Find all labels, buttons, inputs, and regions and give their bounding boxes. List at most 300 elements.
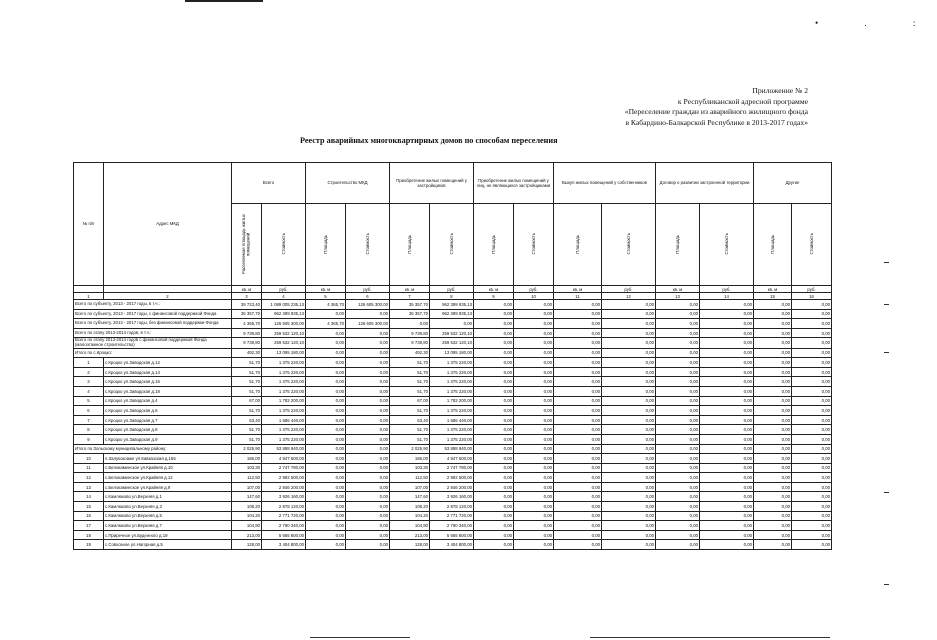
units-cell: руб.	[346, 286, 390, 293]
value-cell: 0,00	[306, 396, 346, 406]
value-cell: 1 686 440,00	[262, 415, 306, 425]
value-cell: 0,00	[346, 463, 390, 473]
summary-rows	[74, 300, 832, 358]
table-row	[74, 482, 832, 492]
value-cell: 0,00	[754, 415, 792, 425]
value-cell: 51,70	[390, 434, 430, 444]
value-cell: 0,00	[602, 444, 656, 454]
header-group: Всего	[232, 163, 306, 204]
row-address: с.Кроцко ул.Заводская д.18	[104, 386, 232, 396]
value-cell: 0,00	[754, 444, 792, 454]
value-cell: 0,00	[700, 434, 754, 444]
value-cell: 0,00	[602, 511, 656, 521]
value-cell: 0,00	[514, 396, 554, 406]
value-cell: 0,00	[554, 348, 602, 358]
value-cell: 0,00	[514, 521, 554, 531]
value-cell: 0,00	[514, 454, 554, 464]
value-cell: 0,00	[700, 502, 754, 512]
value-cell: 0,00	[656, 425, 700, 435]
value-cell: 0,00	[656, 482, 700, 492]
value-cell: 0,00	[346, 309, 390, 319]
value-cell: 0,00	[306, 492, 346, 502]
value-cell: 0,00	[754, 386, 792, 396]
value-cell: 63,40	[390, 415, 430, 425]
value-cell: 0,00	[306, 434, 346, 444]
value-cell: 0,00	[346, 328, 390, 338]
value-cell: 0,00	[792, 511, 832, 521]
value-cell: 0,00	[514, 473, 554, 483]
value-cell: 0,00	[514, 377, 554, 387]
value-cell: 1 375 220,00	[262, 386, 306, 396]
value-cell: 0,00	[554, 415, 602, 425]
value-cell: 1 375 220,00	[430, 377, 474, 387]
value-cell: 104,20	[390, 511, 430, 521]
value-cell: 63,40	[232, 415, 262, 425]
value-cell: 0,00	[474, 530, 514, 540]
row-number: 1	[74, 358, 104, 368]
value-cell: 2 878 120,00	[430, 502, 474, 512]
table-row	[74, 377, 832, 387]
sub-header: Стоимость	[700, 204, 754, 286]
value-cell: 0,00	[602, 300, 656, 310]
value-cell: 0,00	[514, 415, 554, 425]
value-cell: 112,50	[232, 473, 262, 483]
value-cell: 0,00	[474, 502, 514, 512]
value-cell: 0,00	[792, 309, 832, 319]
value-cell: 0,00	[346, 540, 390, 550]
value-cell: 0,00	[700, 415, 754, 425]
value-cell: 0,00	[554, 473, 602, 483]
value-cell: 0,00	[656, 396, 700, 406]
value-cell: 9 739,80	[232, 338, 262, 348]
table-row	[74, 463, 832, 473]
row-number: 3	[74, 377, 104, 387]
value-cell: 0,00	[602, 482, 656, 492]
value-cell: 0,00	[474, 300, 514, 310]
value-cell: 259 532 120,10	[430, 338, 474, 348]
value-cell: 0,00	[514, 309, 554, 319]
value-cell: 0,00	[306, 425, 346, 435]
value-cell: 67,00	[232, 396, 262, 406]
table-row	[74, 425, 832, 435]
value-cell: 4 947 600,00	[430, 454, 474, 464]
value-cell: 104,20	[232, 511, 262, 521]
row-number: 4	[74, 386, 104, 396]
value-cell: 0,00	[474, 309, 514, 319]
value-cell: 0,00	[514, 444, 554, 454]
value-cell: 0,00	[792, 338, 832, 348]
value-cell: 108,20	[390, 502, 430, 512]
value-cell: 3 926 160,00	[430, 492, 474, 502]
value-cell: 0,00	[346, 492, 390, 502]
value-cell: 0,00	[474, 328, 514, 338]
sub-header: Площадь	[754, 204, 792, 286]
row-number: 17	[74, 521, 104, 531]
table-row	[74, 511, 832, 521]
value-cell: 0,00	[754, 511, 792, 521]
value-cell: 0,00	[474, 406, 514, 416]
value-cell: 0,00	[306, 540, 346, 550]
value-cell: 0,00	[554, 502, 602, 512]
value-cell: 1 375 220,00	[262, 377, 306, 387]
value-cell: 0,00	[792, 406, 832, 416]
value-cell: 2 747 780,00	[430, 463, 474, 473]
value-cell: 0,00	[474, 367, 514, 377]
header-group: Приобретение жилых помещений у лиц, не являющихся застройщиками	[474, 163, 554, 204]
table-row	[74, 454, 832, 464]
value-cell: 1 686 440,00	[430, 415, 474, 425]
value-cell: 5 665 800,00	[430, 530, 474, 540]
column-number: 6	[346, 293, 390, 300]
value-cell: 0,00	[514, 463, 554, 473]
summary-row	[74, 348, 832, 358]
scan-mark	[884, 262, 889, 263]
value-cell: 0,00	[554, 396, 602, 406]
value-cell: 0,00	[514, 492, 554, 502]
value-cell: 107,00	[390, 482, 430, 492]
value-cell: 0,00	[306, 530, 346, 540]
value-cell: 0,00	[474, 338, 514, 348]
row-address: с.Кроцко ул.Заводская д.6	[104, 406, 232, 416]
value-cell: 1 375 220,00	[430, 425, 474, 435]
value-cell: 0,00	[602, 415, 656, 425]
value-cell: 0,00	[346, 377, 390, 387]
column-number: 16	[792, 293, 832, 300]
column-number-row	[74, 293, 832, 300]
value-cell: 0,00	[602, 338, 656, 348]
value-cell: 1 375 220,00	[430, 434, 474, 444]
value-cell: 0,00	[700, 511, 754, 521]
value-cell: 0,00	[514, 540, 554, 550]
row-number: 11	[74, 463, 104, 473]
value-cell: 0,00	[754, 502, 792, 512]
value-cell: 0,00	[700, 530, 754, 540]
value-cell: 0,00	[306, 521, 346, 531]
units-cell: руб.	[792, 286, 832, 293]
summary-row	[74, 309, 832, 319]
value-cell: 0,00	[306, 309, 346, 319]
table-row	[74, 396, 832, 406]
value-cell: 0,00	[514, 358, 554, 368]
value-cell: 9 739,80	[390, 338, 430, 348]
sub-header: Стоимость	[430, 204, 474, 286]
value-cell: 0,00	[554, 425, 602, 435]
sub-header: Стоимость	[514, 204, 554, 286]
value-cell: 51,70	[232, 358, 262, 368]
value-cell: 0,00	[792, 444, 832, 454]
sub-header: Площадь	[474, 204, 514, 286]
row-label: Всего по субъекту, 2013 - 2017 годы, в т.ч.:	[74, 300, 232, 310]
value-cell: 0,00	[514, 425, 554, 435]
value-cell: 0,00	[700, 482, 754, 492]
value-cell: 39 723,40	[232, 300, 262, 310]
value-cell: 0,00	[474, 511, 514, 521]
sub-header: Площадь	[306, 204, 346, 286]
value-cell: 0,00	[700, 521, 754, 531]
row-address: с.Приречное ул.Буденного д.19	[104, 530, 232, 540]
footer-rule	[310, 637, 410, 638]
value-cell: 0,00	[554, 309, 602, 319]
value-cell: 0,00	[474, 540, 514, 550]
row-address: с.Кроцко ул.Заводская д.16	[104, 377, 232, 387]
value-cell: 9 739,80	[390, 328, 430, 338]
scan-mark	[185, 0, 263, 2]
value-cell: 0,00	[792, 348, 832, 358]
row-address: с.Камлюково ул.Верхняя д.3	[104, 502, 232, 512]
value-cell: 128,00	[390, 540, 430, 550]
value-cell: 0,00	[306, 328, 346, 338]
value-cell: 0,00	[792, 328, 832, 338]
sub-header: Стоимость	[602, 204, 656, 286]
value-cell: 0,00	[602, 367, 656, 377]
value-cell: 0,00	[346, 521, 390, 531]
value-cell: 0,00	[700, 454, 754, 464]
value-cell: 0,00	[700, 358, 754, 368]
value-cell: 0,00	[700, 492, 754, 502]
value-cell: 0,00	[792, 540, 832, 550]
value-cell: 4 947 600,00	[262, 454, 306, 464]
row-address: с.Камлюково ул.Верхняя д.7	[104, 521, 232, 531]
value-cell: 0,00	[754, 540, 792, 550]
table-row	[74, 521, 832, 531]
value-cell: 0,00	[474, 377, 514, 387]
value-cell: 492,30	[390, 348, 430, 358]
value-cell: 0,00	[474, 482, 514, 492]
value-cell: 0,00	[514, 511, 554, 521]
value-cell: 107,00	[232, 482, 262, 492]
value-cell: 0,00	[554, 482, 602, 492]
value-cell: 259 532 120,10	[430, 328, 474, 338]
value-cell: 108,20	[232, 502, 262, 512]
value-cell: 0,00	[700, 348, 754, 358]
header-address: Адрес МКД	[104, 163, 232, 286]
value-cell: 0,00	[656, 521, 700, 531]
value-cell: 0,00	[514, 348, 554, 358]
value-cell: 0,00	[754, 338, 792, 348]
value-cell: 0,00	[306, 415, 346, 425]
row-number: 19	[74, 540, 104, 550]
column-number: 12	[602, 293, 656, 300]
table-header	[74, 163, 832, 300]
value-cell: 0,00	[602, 454, 656, 464]
value-cell: 0,00	[554, 406, 602, 416]
value-cell: 4 365,70	[232, 319, 262, 329]
value-cell: 0,00	[700, 377, 754, 387]
value-cell: 2 771 720,00	[430, 511, 474, 521]
value-cell: 2 992 500,00	[430, 473, 474, 483]
table-row	[74, 502, 832, 512]
value-cell: 0,00	[792, 358, 832, 368]
value-cell: 0,00	[514, 338, 554, 348]
scan-marks: • . :	[815, 18, 937, 28]
value-cell: 13 095 180,00	[262, 348, 306, 358]
value-cell: 0,00	[754, 319, 792, 329]
value-cell: 0,00	[656, 492, 700, 502]
value-cell: 0,00	[656, 328, 700, 338]
value-cell: 0,00	[554, 338, 602, 348]
value-cell: 51,70	[390, 377, 430, 387]
value-cell: 0,00	[602, 377, 656, 387]
value-cell: 2 025,90	[232, 444, 262, 454]
value-cell: 0,00	[700, 540, 754, 550]
row-number: 5	[74, 396, 104, 406]
value-cell: 0,00	[700, 300, 754, 310]
column-number: 2	[104, 293, 232, 300]
row-address: с.Кроцко ул.Заводская д.9	[104, 434, 232, 444]
value-cell: 962 399 935,13	[262, 309, 306, 319]
value-cell: 0,00	[656, 415, 700, 425]
value-cell: 0,00	[656, 540, 700, 550]
value-cell: 13 095 180,00	[430, 348, 474, 358]
value-cell: 0,00	[306, 386, 346, 396]
value-cell: 51,70	[390, 358, 430, 368]
value-cell: 0,00	[554, 521, 602, 531]
value-cell: 0,00	[754, 367, 792, 377]
value-cell: 962 399 935,13	[430, 300, 474, 310]
value-cell: 53 888 940,00	[430, 444, 474, 454]
value-cell: 126 605 300,00	[346, 300, 390, 310]
value-cell: 0,00	[474, 386, 514, 396]
appendix-line: Приложение № 2	[752, 86, 808, 95]
value-cell: 0,00	[346, 358, 390, 368]
value-cell: 186,00	[390, 454, 430, 464]
value-cell: 0,00	[754, 492, 792, 502]
table-row	[74, 367, 832, 377]
value-cell: 126 605 300,00	[262, 319, 306, 329]
row-address: с.Белокаменское ул.Крайняя д.9	[104, 482, 232, 492]
value-cell: 0,00	[306, 338, 346, 348]
row-label: Всего по субъекту, 2013 - 2017 годы, с финансовой поддержкой Фонда	[74, 309, 232, 319]
value-cell: 51,70	[390, 406, 430, 416]
value-cell: 0,00	[700, 328, 754, 338]
column-number: 15	[754, 293, 792, 300]
value-cell: 2 747 780,00	[262, 463, 306, 473]
value-cell: 0,00	[346, 502, 390, 512]
value-cell: 0,00	[754, 396, 792, 406]
value-cell: 1 375 220,00	[262, 367, 306, 377]
value-cell: 0,00	[346, 473, 390, 483]
value-cell: 35 357,70	[390, 309, 430, 319]
value-cell: 1 782 200,00	[430, 396, 474, 406]
value-cell: 0,00	[602, 492, 656, 502]
scan-mark	[884, 304, 889, 305]
value-cell: 104,90	[390, 521, 430, 531]
column-number: 1	[74, 293, 104, 300]
table-row	[74, 434, 832, 444]
value-cell: 0,00	[754, 309, 792, 319]
value-cell: 0,00	[554, 358, 602, 368]
value-cell: 0,00	[792, 425, 832, 435]
units-cell: кв. м	[656, 286, 700, 293]
value-cell: 0,00	[602, 521, 656, 531]
units-cell: кв. м	[754, 286, 792, 293]
value-cell: 0,00	[656, 473, 700, 483]
value-cell: 0,00	[474, 492, 514, 502]
value-cell: 0,00	[474, 425, 514, 435]
value-cell: 0,00	[602, 319, 656, 329]
sub-header: Стоимость	[262, 204, 306, 286]
house-rows	[74, 358, 832, 550]
table-row	[74, 415, 832, 425]
value-cell: 0,00	[554, 530, 602, 540]
value-cell: 0,00	[754, 530, 792, 540]
value-cell: 0,00	[656, 358, 700, 368]
value-cell: 0,00	[306, 367, 346, 377]
value-cell: 0,00	[346, 530, 390, 540]
summary-row	[74, 338, 832, 348]
value-cell: 35 357,70	[390, 300, 430, 310]
value-cell: 0,00	[474, 396, 514, 406]
column-number: 9	[474, 293, 514, 300]
row-label: Всего по субъекту, 2013 - 2017 годы, без финансовой поддержки Фонда	[74, 319, 232, 329]
value-cell: 259 532 120,10	[262, 338, 306, 348]
value-cell: 2 790 340,00	[262, 521, 306, 531]
header-num: № п/п	[74, 163, 104, 286]
value-cell: 51,70	[390, 367, 430, 377]
table-row	[74, 406, 832, 416]
value-cell: 0,00	[754, 473, 792, 483]
value-cell: 2 846 200,00	[430, 482, 474, 492]
units-cell: кв. м	[554, 286, 602, 293]
value-cell: 1 375 220,00	[430, 406, 474, 416]
row-address: с.Совхозное ул.Нагорная д.5	[104, 540, 232, 550]
sub-header: Площадь	[656, 204, 700, 286]
value-cell: 259 532 120,10	[262, 328, 306, 338]
value-cell: 0,00	[656, 434, 700, 444]
summary-row	[74, 319, 832, 329]
value-cell: 0,00	[554, 454, 602, 464]
value-cell: 1 782 200,00	[262, 396, 306, 406]
row-address: с.Кроцко ул.Заводская д.4	[104, 396, 232, 406]
value-cell: 0,00	[700, 444, 754, 454]
value-cell: 2 846 200,00	[262, 482, 306, 492]
row-number: 12	[74, 473, 104, 483]
value-cell: 0,00	[656, 309, 700, 319]
value-cell: 51,70	[232, 434, 262, 444]
value-cell: 0,00	[514, 319, 554, 329]
value-cell: 0,00	[792, 300, 832, 310]
header-group: Другие	[754, 163, 832, 204]
value-cell: 0,00	[306, 454, 346, 464]
row-address: с.Кроцко ул.Заводская д.7	[104, 415, 232, 425]
value-cell: 4 365,70	[306, 300, 346, 310]
value-cell: 2 025,90	[390, 444, 430, 454]
value-cell: 0,00	[754, 521, 792, 531]
table-row	[74, 530, 832, 540]
value-cell: 0,00	[656, 444, 700, 454]
value-cell: 0,00	[656, 406, 700, 416]
value-cell: 0,00	[554, 386, 602, 396]
row-number: 8	[74, 425, 104, 435]
value-cell: 0,00	[792, 396, 832, 406]
value-cell: 0,00	[346, 406, 390, 416]
value-cell: 213,00	[390, 530, 430, 540]
value-cell: 147,60	[390, 492, 430, 502]
value-cell: 2 878 120,00	[262, 502, 306, 512]
appendix-line: в Кабардино-Балкарской Республике в 2013-2017 годах»	[625, 117, 808, 127]
value-cell: 0,00	[554, 300, 602, 310]
value-cell: 0,00	[346, 386, 390, 396]
value-cell: 1 375 220,00	[262, 434, 306, 444]
value-cell: 51,70	[390, 386, 430, 396]
row-address: с.Белокаменское ул.Крайняя д.12	[104, 473, 232, 483]
row-number: 9	[74, 434, 104, 444]
value-cell: 0,00	[514, 406, 554, 416]
value-cell: 3 926 160,00	[262, 492, 306, 502]
value-cell: 0,00	[306, 482, 346, 492]
units-cell: руб.	[602, 286, 656, 293]
value-cell: 0,00	[754, 300, 792, 310]
